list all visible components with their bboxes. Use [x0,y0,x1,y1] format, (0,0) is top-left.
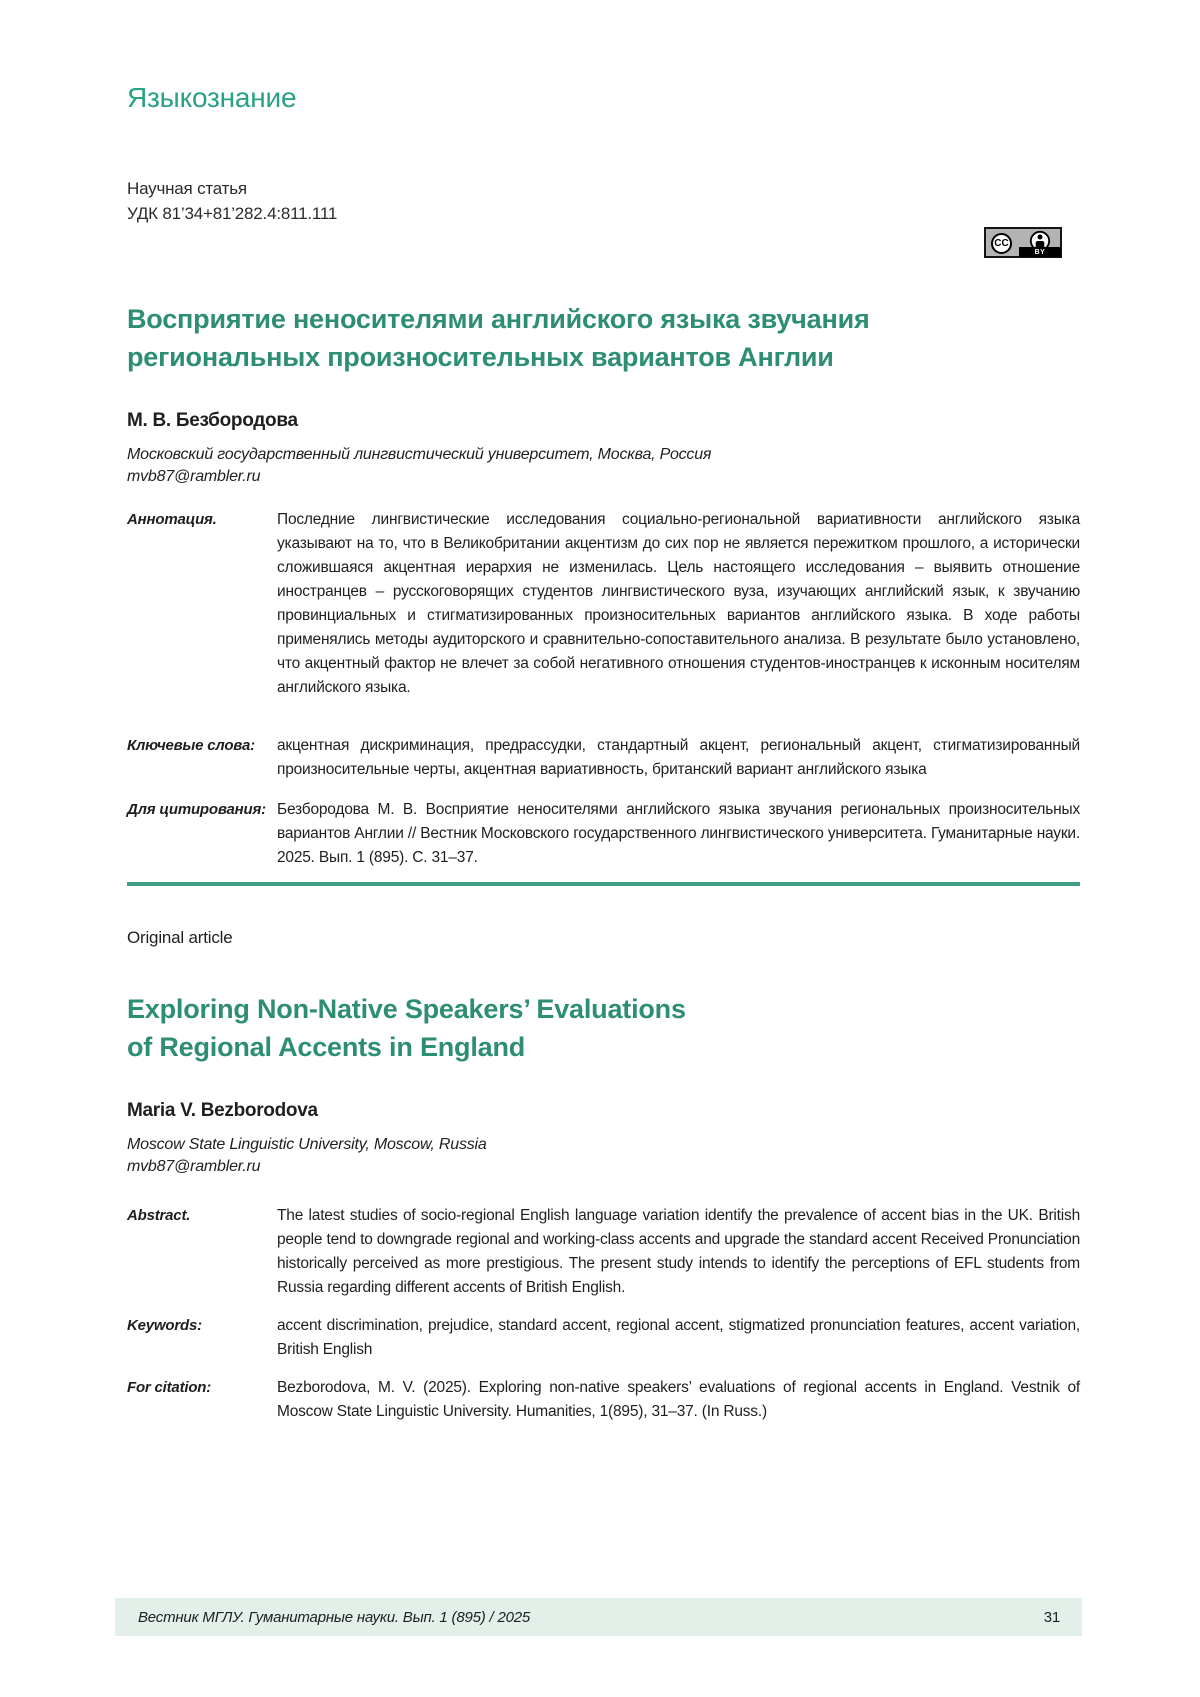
keywords-label-english: Keywords: [127,1317,202,1334]
citation-label-russian: Для цитирования: [127,801,266,818]
author-email-russian: mvb87@rambler.ru [127,468,261,485]
author-affiliation-russian: Московский государственный лингвистический университет, Москва, Россия [127,446,712,463]
title-line: Exploring Non-Native Speakers’ Evaluations [127,994,686,1024]
citation-text-english: Bezborodova, M. V. (2025). Exploring non-native speakers’ evaluations of regional accents in England. Vestnik of Moscow State Linguistic University. Humanities, 1(895), 31–37. (In Russ.) [277,1379,1080,1420]
title-line: Восприятие неносителями английского языка звучания [127,304,870,334]
keywords-row-english [127,1314,1080,1362]
title-line: of Regional Accents in England [127,1032,526,1062]
article-title-english [127,990,1080,1066]
abstract-label-russian: Аннотация. [127,511,217,528]
abstract-text-russian: Последние лингвистические исследования социально-региональной вариативности английского языка указывают на то, что в Великобритании акцентизм до сих пор не является пережитком прошлого, а исторически сложившаяся акцентная иерархия не изменилась. Цель настоящего исследования – выявить отношение иностранцев – русскоговорящих студентов лингвистического вуза, изучающих английский язык, к звучанию провинциальных и стигматизированных произносительных вариантов английского языка. В ходе работы применялись методы аудиторского и сравнительно-сопоставительного анализа. В результате было установлено, что акцентный фактор не влечет за собой негативного отношения студентов-иностранцев к исконным носителям английского языка. [277,511,1080,696]
author-name-english: Maria V. Bezborodova [127,1100,318,1121]
keywords-text-russian: акцентная дискриминация, предрассудки, стандартный акцент, региональный акцент, стигматизированный произносительные черты, акцентная вариативность, британский вариант английского языка [277,737,1080,778]
keywords-text-english: accent discrimination, prejudice, standard accent, regional accent, stigmatized pronunciation features, accent variation, British English [277,1317,1080,1358]
udc-code: УДК 81’34+81’282.4:811.111 [127,204,338,223]
keywords-row-russian [127,734,1080,782]
author-email-english: mvb87@rambler.ru [127,1158,261,1175]
keywords-label-russian: Ключевые слова: [127,737,255,754]
citation-text-russian: Безбородова М. В. Восприятие неносителями английского языка звучания региональных произносительных вариантов Англии // Вестник Московского государственного лингвистического университета. Гуманитарные науки. 2025. Вып. 1 (895). С. 31–37. [277,801,1080,866]
cc-by-label: BY [1019,247,1061,257]
abstract-label-english: Abstract. [127,1207,191,1224]
article-type-ru: Научная статья [127,179,247,198]
abstract-text-english: The latest studies of socio-regional English language variation identify the prevalence of accent bias in the UK. British people tend to downgrade regional and working-class accents and upgrade the standard accent Received Pronunciation historically perceived as more prestigious. The present study intends to identify the perceptions of EFL students from Russia regarding different accents of British English. [277,1207,1080,1296]
footer-page-number: 31 [1043,1608,1060,1626]
citation-row-russian [127,798,1080,870]
abstract-row-russian [127,508,1080,700]
citation-row-english [127,1376,1080,1424]
cc-by-license-badge [984,227,1062,258]
cc-icon: CC [991,233,1012,254]
citation-label-english: For citation: [127,1379,212,1396]
footer-journal-reference: Вестник МГЛУ. Гуманитарные науки. Вып. 1 (895) / 2025 [138,1608,531,1626]
title-line: региональных произносительных вариантов Англии [127,342,834,372]
article-type-english: Original article [127,928,233,947]
section-heading: Языкознание [127,82,297,113]
author-affiliation-english: Moscow State Linguistic University, Moscow, Russia [127,1136,487,1153]
author-name-russian: М. В. Безбородова [127,410,298,431]
abstract-row-english [127,1204,1080,1300]
article-meta [127,176,1080,226]
section-divider [127,882,1080,886]
footer-bar [115,1598,1082,1636]
article-title-russian [127,300,1080,376]
